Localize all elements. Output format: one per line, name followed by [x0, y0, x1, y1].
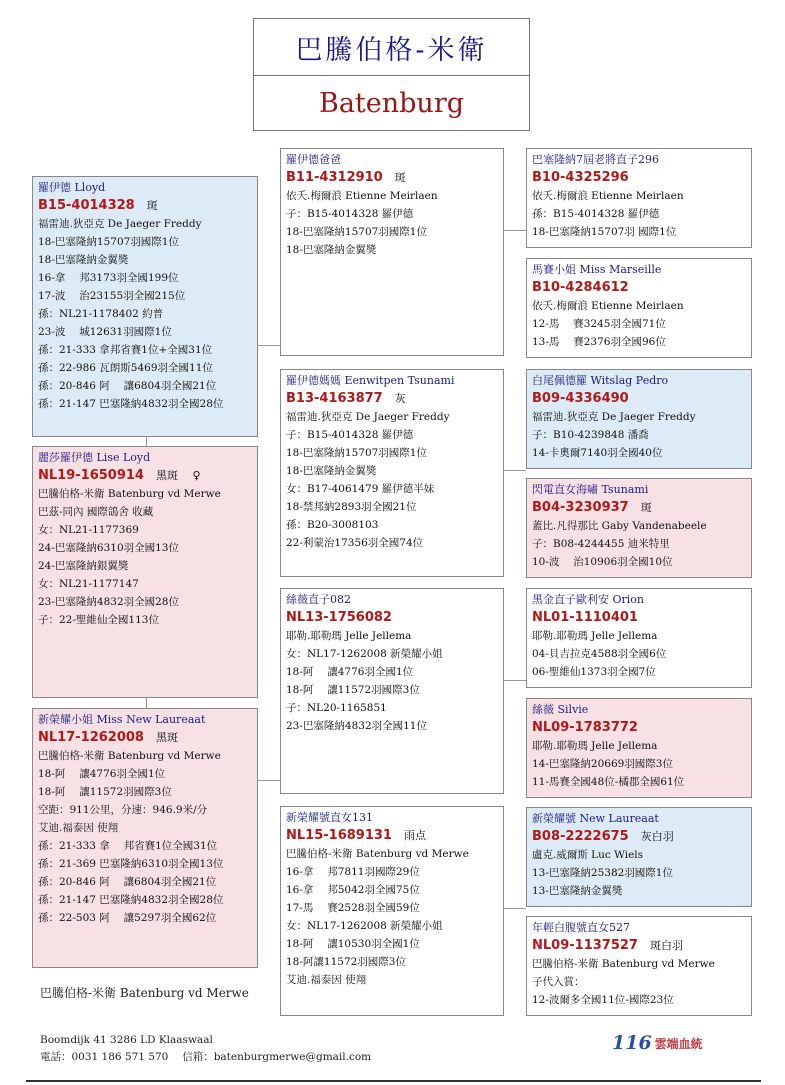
info-line: 23-波 城12631羽國際1位: [38, 326, 172, 338]
pigeon-card-gg3: [526, 369, 752, 469]
ring-number: NL09-1783772: [532, 720, 638, 735]
info-line: 子代入賞：: [532, 976, 585, 988]
color-tag: 灰白羽: [640, 830, 674, 843]
info-line: 12-馬 賽3245羽全國71位: [532, 318, 666, 330]
footer-contact: 電話：0031 186 571 570 信箱：batenburgmerwe@gmail.com: [40, 1051, 372, 1063]
color-tag: 雨点: [403, 829, 426, 842]
info-line: 23-巴塞隆納4832羽全國11位: [286, 720, 427, 732]
info-line: 06-聖維仙1373羽全國7位: [532, 666, 656, 678]
ring-number: NL13-1756082: [286, 610, 392, 625]
info-line: 24-巴塞隆納6310羽全國13位: [38, 542, 179, 554]
ring-number-row: [286, 389, 498, 408]
info-line: 13-馬 賽2376羽全國96位: [532, 336, 666, 348]
info-line: 福雷迪.狄亞克 De Jaeger Freddy: [286, 411, 450, 423]
info-line: 女：NL17-1262008 新榮耀小姐: [286, 648, 443, 660]
info-line: 孫：21-147 巴塞隆納4832羽全國28位: [38, 398, 224, 410]
info-line: 孫：21-333 拿 邦省賽1位全國31位: [38, 840, 218, 852]
ring-number-row: [532, 827, 746, 846]
pigeon-name: 馬賽小姐 Miss Marseille: [532, 263, 662, 276]
info-line: 18-禁邦納2893羽全國21位: [286, 501, 417, 513]
connector-matesire-gg: [504, 680, 526, 681]
info-line: 子：22-聖維仙全國113位: [38, 614, 159, 626]
info-line: 女：NL17-1262008 新榮耀小姐: [286, 920, 443, 932]
info-line: 巴騰伯格-米衛 Batenburg vd Merwe: [286, 848, 469, 860]
info-line: 18-阿 讓4776羽全國1位: [38, 768, 166, 780]
info-line: 18-阿 讓4776羽全國1位: [286, 666, 414, 678]
info-line: 18-阿讓11572羽國際3位: [286, 956, 406, 968]
ring-number-row: [286, 826, 498, 845]
ring-number-row: [38, 728, 252, 747]
info-line: 18-巴塞隆納15707羽 國際1位: [532, 226, 677, 238]
pigeon-card-gg6: [526, 698, 752, 798]
info-line: 18-巴塞隆納15707羽國際1位: [38, 236, 179, 248]
info-line: 女：B17-4061479 羅伊德半妹: [286, 483, 435, 495]
info-line: 16-拿 邦5042羽全國75位: [286, 884, 420, 896]
info-line: 18-巴塞隆納15707羽國際1位: [286, 447, 427, 459]
info-line: 空距：911公里，分速：946.9米/分: [38, 804, 208, 816]
ring-number-row: [532, 498, 746, 517]
info-line: 女：NL21-1177369: [38, 524, 139, 536]
pigeon-card-sire: [280, 148, 504, 356]
ring-number: B13-4163877: [286, 391, 383, 406]
info-line: 10-波 治10906羽全國10位: [532, 556, 673, 568]
info-line: 16-拿 邦3173羽全國199位: [38, 272, 179, 284]
pigeon-name: 閃電直女海嘯 Tsunami: [532, 483, 649, 496]
pigeon-card-mate: [32, 708, 258, 968]
info-line: 孫：21-333 拿邦省賽1位+全國31位: [38, 344, 213, 356]
ring-number-row: [532, 608, 746, 627]
info-line: 盧克.威爾斯 Luc Wiels: [532, 849, 644, 861]
info-line: 23-巴塞隆納4832羽全國28位: [38, 596, 179, 608]
info-line: 13-巴塞隆納25382羽國際1位: [532, 867, 673, 879]
loft-name-chinese: 巴騰伯格-米衛: [254, 19, 529, 76]
ring-number: NL09-1137527: [532, 938, 638, 953]
info-line: 子：B15-4014328 羅伊德: [286, 429, 414, 441]
info-line: 巴茲-同內 國際鴿舍 收藏: [38, 506, 154, 518]
pigeon-name: 新榮耀號直女131: [286, 811, 373, 824]
connector-sibling-mate: [146, 698, 147, 708]
info-line: 子：B10-4239848 潘喬: [532, 429, 649, 441]
color-tag: 灰: [394, 392, 406, 405]
info-line: 14-卡奧爾7140羽全國40位: [532, 447, 663, 459]
ring-number: B11-4312910: [286, 170, 383, 185]
info-line: 孫：B20-3008103: [286, 519, 379, 531]
info-line: 18-巴塞隆納金翼獎: [286, 465, 377, 477]
pigeon-card-mate-dam: [280, 806, 504, 1016]
pigeon-name: 黑金直子歐利安 Orion: [532, 593, 644, 606]
pigeon-name: 絲薇直子082: [286, 593, 351, 606]
ring-number: NL19-1650914: [38, 468, 144, 483]
ring-number: B09-4336490: [532, 391, 629, 406]
color-tag: 斑: [394, 171, 406, 184]
pigeon-card-gg5: [526, 588, 752, 688]
info-line: 13-巴塞隆納金翼獎: [532, 885, 623, 897]
ring-number-row: [532, 936, 746, 955]
info-line: 孫：20-846 阿 讓6804羽全國21位: [38, 876, 217, 888]
info-line: 18-巴塞隆納金翼獎: [38, 254, 129, 266]
info-line: 17-馬 賽2528羽全國59位: [286, 902, 420, 914]
pigeon-card-gg2: [526, 258, 752, 358]
info-line: 巴騰伯格-米衛 Batenburg vd Merwe: [532, 958, 715, 970]
connector-subject-sire: [258, 345, 280, 346]
pigeon-name: 羅伊德爸爸: [286, 153, 341, 166]
pedigree-header: [253, 18, 530, 131]
connector-mate-matesire: [258, 780, 280, 781]
connector-matedam-gg: [504, 908, 526, 909]
pigeon-name: 絲薇 Silvie: [532, 703, 589, 716]
info-line: 福雷迪.狄亞克 De Jaeger Freddy: [38, 218, 202, 230]
loft-name-english: Batenburg: [318, 88, 465, 119]
ring-number-row: [532, 389, 746, 408]
logo-number: 116: [612, 1032, 652, 1054]
ring-number: B04-3230937: [532, 500, 629, 515]
pigeon-card-subject: [32, 176, 258, 437]
pigeon-name: 羅伊德 Lloyd: [38, 181, 106, 194]
info-line: 22-利蒙治17356羽全國74位: [286, 537, 424, 549]
info-line: 18-巴塞隆納金翼獎: [286, 244, 377, 256]
info-line: 孫：22-986 瓦朗斯5469羽全國11位: [38, 362, 213, 374]
info-line: 艾迪.福泰因 使翔: [38, 822, 119, 834]
info-line: 艾迪.福泰因 使翔: [286, 974, 367, 986]
info-line: 11-馬賽全國48位-橘郡全國61位: [532, 776, 685, 788]
info-line: 耶勒.耶勒瑪 Jelle Jellema: [286, 630, 412, 642]
ring-number-row: [532, 168, 746, 187]
pigeon-name: 年輕白腹號直女527: [532, 921, 630, 934]
info-line: 依夭.梅爾浪 Etienne Meirlaen: [532, 300, 684, 312]
info-line: 14-巴塞隆納20669羽國際3位: [532, 758, 673, 770]
info-line: 子：B08-4244455 迪米特里: [532, 538, 670, 550]
ring-number: B15-4014328: [38, 198, 135, 213]
pigeon-name: 麗莎羅伊德 Lise Loyd: [38, 451, 151, 464]
logo-text: 雲端血統: [654, 1036, 703, 1051]
info-line: 孫：21-369 巴塞隆納6310羽全國13位: [38, 858, 224, 870]
pigeon-name: 羅伊德媽媽 Eenwitpen Tsunami: [286, 374, 455, 387]
ring-number: NL17-1262008: [38, 730, 144, 745]
ring-number: NL01-1110401: [532, 610, 638, 625]
pigeon-name: 白尾佩德羅 Witslag Pedro: [532, 374, 669, 387]
info-line: 巴騰伯格-米衛 Batenburg vd Merwe: [38, 750, 221, 762]
pigeon-card-dam: [280, 369, 504, 577]
info-line: 子：NL20-1165851: [286, 702, 387, 714]
footer-address: Boomdijk 41 3286 LD Klaaswaal: [40, 1034, 213, 1046]
info-line: 耶勒.耶勒瑪 Jelle Jellema: [532, 740, 658, 752]
info-line: 孫：B15-4014328 羅伊德: [532, 208, 660, 220]
info-line: 24-巴塞隆納銀翼獎: [38, 560, 129, 572]
info-line: 孫：20-846 阿 讓6804羽全國21位: [38, 380, 217, 392]
pigeon-card-gg8: [526, 916, 752, 1016]
info-line: 孫：21-147 巴塞隆納4832羽全國28位: [38, 894, 224, 906]
info-line: 17-波 治23155羽全國215位: [38, 290, 186, 302]
info-line: 18-阿 讓11572羽國際3位: [38, 786, 172, 798]
pigeon-card-sibling: [32, 446, 258, 698]
info-line: 12-波爾多全國11位-國際23位: [532, 994, 674, 1006]
connector-sire-gg: [504, 230, 526, 231]
pigeon-name: 新榮耀號 New Laureaat: [532, 812, 659, 825]
pigeon-card-gg7: [526, 807, 752, 907]
info-line: 女：NL21-1177147: [38, 578, 139, 590]
info-line: 孫：NL21-1178402 約普: [38, 308, 164, 320]
pigeon-card-mate-sire: [280, 588, 504, 794]
pigeon-name: 巴塞隆納7屆老將直子296: [532, 153, 659, 166]
info-line: 18-阿 讓11572羽國際3位: [286, 684, 420, 696]
ring-number-row: [38, 196, 252, 215]
ring-number-row: [286, 608, 498, 627]
color-tag: 黑斑 ♀: [155, 469, 201, 482]
info-line: 耶勒.耶勒瑪 Jelle Jellema: [532, 630, 658, 642]
cloud-pedigree-logo: [612, 1032, 703, 1054]
info-line: 蓋比.凡得那比 Gaby Vandenabeele: [532, 520, 707, 532]
connector-dam-gg: [504, 470, 526, 471]
info-line: 子：B15-4014328 羅伊德: [286, 208, 414, 220]
ring-number: B10-4284612: [532, 280, 629, 295]
info-line: 18-巴塞隆納15707羽國際1位: [286, 226, 427, 238]
ring-number-row: [532, 278, 746, 297]
connector-subject-sibling: [146, 437, 147, 446]
info-line: 福雷迪.狄亞克 De Jaeger Freddy: [532, 411, 696, 423]
pigeon-card-gg4: [526, 478, 752, 578]
ring-number: B08-2222675: [532, 829, 629, 844]
bottom-divider: [26, 1080, 761, 1082]
color-tag: 斑: [640, 501, 652, 514]
ring-number-row: [286, 168, 498, 187]
color-tag: 黑斑: [155, 731, 178, 744]
info-line: 依夭.梅爾浪 Etienne Meirlaen: [286, 190, 438, 202]
pigeon-name: 新榮耀小姐 Miss New Laureaat: [38, 713, 206, 726]
pigeon-card-gg1: [526, 148, 752, 248]
color-tag: 斑: [146, 199, 158, 212]
ring-number: B10-4325296: [532, 170, 629, 185]
info-line: 16-拿 邦7811羽國際29位: [286, 866, 420, 878]
color-tag: 斑白羽: [649, 939, 683, 952]
ring-number: NL15-1689131: [286, 828, 392, 843]
info-line: 依夭.梅爾浪 Etienne Meirlaen: [532, 190, 684, 202]
info-line: 巴騰伯格-米衛 Batenburg vd Merwe: [38, 488, 221, 500]
info-line: 18-阿 讓10530羽全國1位: [286, 938, 420, 950]
info-line: 孫：22-503 阿 讓5297羽全國62位: [38, 912, 217, 924]
footer-loft-name: 巴騰伯格-米衛 Batenburg vd Merwe: [40, 986, 249, 1000]
ring-number-row: [38, 466, 252, 485]
ring-number-row: [532, 718, 746, 737]
info-line: 04-貝吉拉克4588羽全國6位: [532, 648, 667, 660]
